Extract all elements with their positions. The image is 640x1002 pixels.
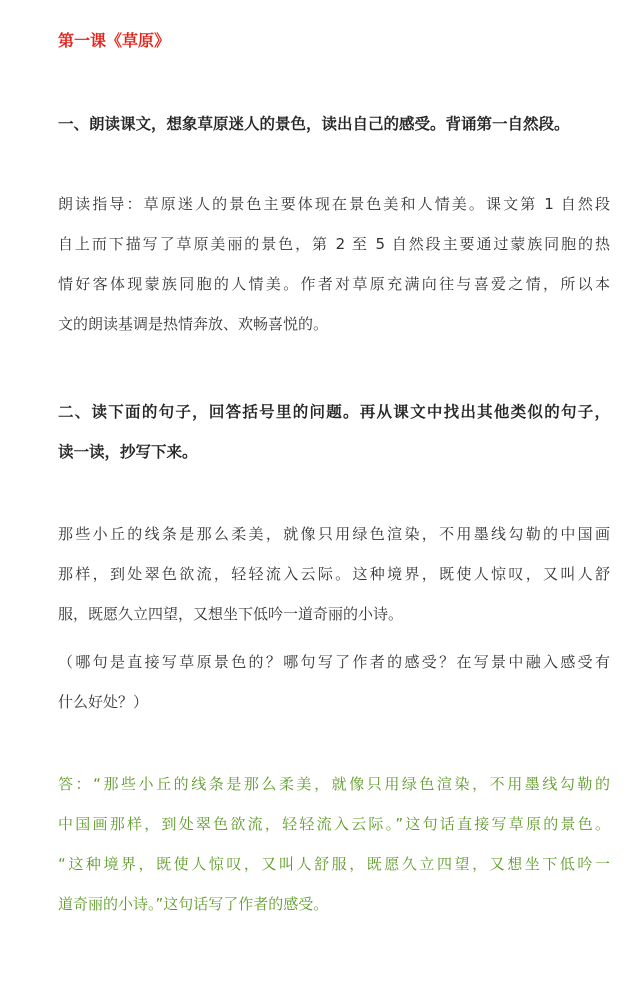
reading-guide-line: 朗读指导：草原迷人的景色主要体现在景色美和人情美。课文第 1 自然段 (58, 195, 610, 213)
reading-guide-line: 自上而下描写了草原美丽的景色，第 2 至 5 自然段主要通过蒙族同胞的热 (58, 235, 610, 253)
reading-guide-paragraph (58, 184, 610, 344)
excerpt-line: 那些小丘的线条是那么柔美，就像只用绿色渲染，不用墨线勾勒的中国画 (58, 525, 610, 543)
question-paragraph (58, 642, 610, 722)
lesson-title: 第一课《草原》 (58, 31, 171, 50)
section-1-heading (58, 104, 610, 144)
reading-guide-line: 文的朗读基调是热情奔放、欢畅喜悦的。 (58, 315, 329, 333)
text-excerpt-paragraph (58, 514, 610, 634)
excerpt-line: 服，既愿久立四望，又想坐下低吟一道奇丽的小诗。 (58, 605, 404, 623)
excerpt-line: 那样，到处翠色欲流，轻轻流入云际。这种境界，既使人惊叹，又叫人舒 (58, 565, 610, 583)
answer-paragraph (58, 764, 610, 924)
reading-guide-line: 情好客体现蒙族同胞的人情美。作者对草原充满向往与喜爱之情，所以本 (58, 275, 610, 293)
answer-line: 道奇丽的小诗。”这句话写了作者的感受。 (58, 895, 329, 913)
question-line: （哪句是直接写草原景色的？哪句写了作者的感受？在写景中融入感受有 (58, 653, 610, 671)
section-2-heading (58, 392, 610, 472)
answer-line: 中国画那样，到处翠色欲流，轻轻流入云际。”这句话直接写草原的景色。 (58, 815, 610, 833)
question-line: 什么好处？） (58, 693, 149, 711)
section-1-heading-text: 一、朗读课文，想象草原迷人的景色，读出自己的感受。背诵第一自然段。 (58, 115, 570, 133)
section-2-heading-line: 二、读下面的句子，回答括号里的问题。再从课文中找出其他类似的句子， (58, 403, 610, 421)
section-2-heading-line: 读一读，抄写下来。 (58, 443, 198, 461)
answer-line: “这种境界，既使人惊叹，又叫人舒服，既愿久立四望，又想坐下低吟一 (58, 855, 610, 873)
answer-line: 答：“那些小丘的线条是那么柔美，就像只用绿色渲染，不用墨线勾勒的 (58, 775, 610, 793)
